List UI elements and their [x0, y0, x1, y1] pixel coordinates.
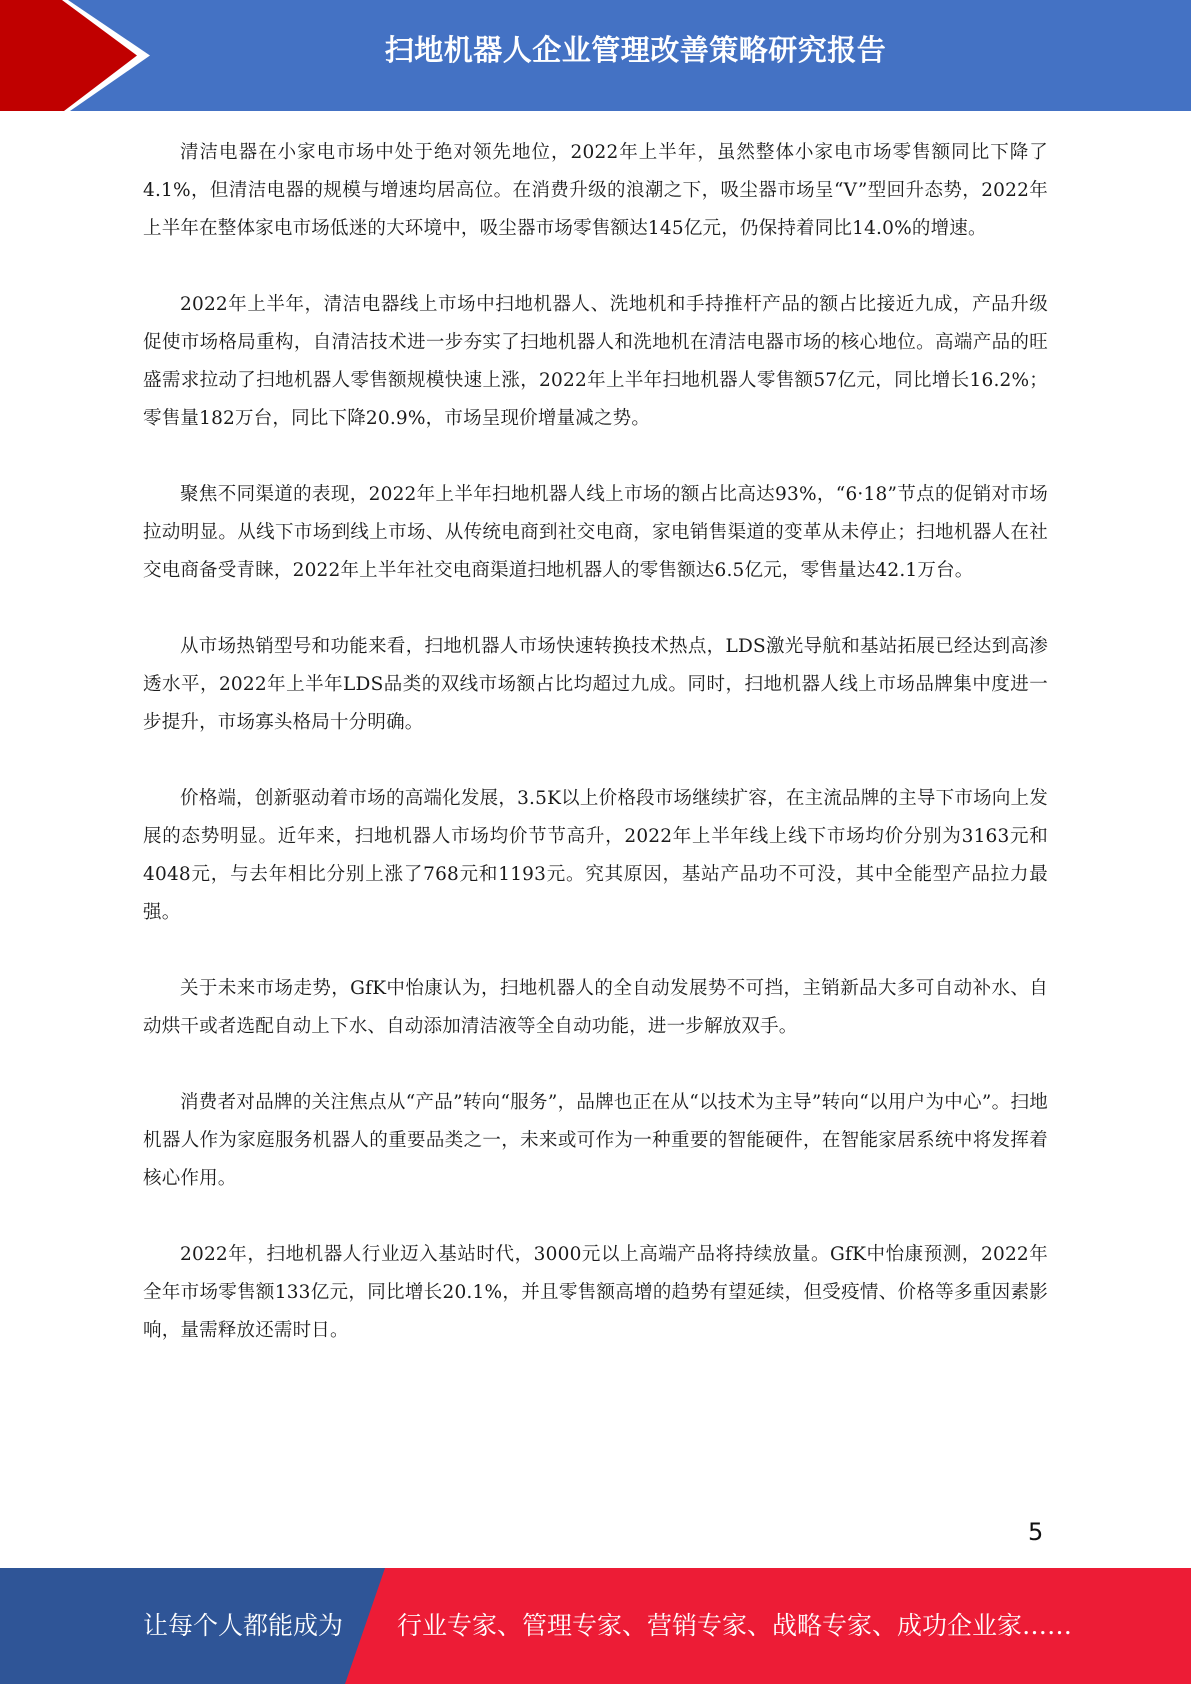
footer-slogan-right: 行业专家、管理专家、营销专家、战略专家、成功企业家…… [397, 1611, 1073, 1640]
paragraph-future-trend: 关于未来市场走势，GfK中怡康认为，扫地机器人的全自动发展势不可挡，主销新品大多可自动补水、自动烘干或者选配自动上下水、自动添加清洁液等全自动功能，进一步解放双手。 [143, 978, 1048, 1037]
paragraph-cleaning-appliances: 清洁电器在小家电市场中处于绝对领先地位，2022年上半年，虽然整体小家电市场零售额同比下降了4.1%，但清洁电器的规模与增速均居高位。在消费升级的浪潮之下，吸尘器市场呈“V”型回升态势，2022年上半年在整体家电市场低迷的大环境中，吸尘器市场零售额达145亿元，仍保持着同比14.0%的增速。 [143, 142, 1048, 239]
page-header [0, 0, 1191, 111]
paragraph-brand-focus: 消费者对品牌的关注焦点从“产品”转向“服务”，品牌也正在从“以技术为主导”转向“以用户为中心”。扫地机器人作为家庭服务机器人的重要品类之一，未来或可作为一种重要的智能硬件，在智能家居系统中将发挥着核心作用。 [143, 1092, 1048, 1189]
page-number: 5 [1028, 1518, 1044, 1546]
paragraph-hot-models: 从市场热销型号和功能来看，扫地机器人市场快速转换技术热点，LDS激光导航和基站拓展已经达到高渗透水平，2022年上半年LDS品类的双线市场额占比均超过九成。同时，扫地机器人线上市场品牌集中度进一步提升，市场寡头格局十分明确。 [143, 636, 1048, 733]
document-body [143, 134, 1048, 1388]
paragraph-channels: 聚焦不同渠道的表现，2022年上半年扫地机器人线上市场的额占比高达93%，“6·18”节点的促销对市场拉动明显。从线下市场到线上市场、从传统电商到社交电商，家电销售渠道的变革从未停止；扫地机器人在社交电商备受青睐，2022年上半年社交电商渠道扫地机器人的零售额达6.5亿元，零售量达42.1万台。 [143, 484, 1048, 581]
report-title: 扫地机器人企业管理改善策略研究报告 [384, 33, 887, 67]
paragraph-pricing: 价格端，创新驱动着市场的高端化发展，3.5K以上价格段市场继续扩容，在主流品牌的主导下市场向上发展的态势明显。近年来，扫地机器人市场均价节节高升，2022年上半年线上线下市场均价分别为3163元和4048元，与去年相比分别上涨了768元和1193元。究其原因，基站产品功不可没，其中全能型产品拉力最强。 [143, 788, 1048, 923]
paragraph-online-market: 2022年上半年，清洁电器线上市场中扫地机器人、洗地机和手持推杆产品的额占比接近九成，产品升级促使市场格局重构，自清洁技术进一步夯实了扫地机器人和洗地机在清洁电器市场的核心地位。高端产品的旺盛需求拉动了扫地机器人零售额规模快速上涨，2022年上半年扫地机器人零售额57亿元，同比增长16.2%；零售量182万台，同比下降20.9%，市场呈现价增量减之势。 [143, 294, 1048, 429]
page-footer [0, 1568, 1191, 1684]
footer-slogan-left: 让每个人都能成为 [143, 1611, 344, 1640]
paragraph-forecast: 2022年，扫地机器人行业迈入基站时代，3000元以上高端产品将持续放量。GfK中怡康预测，2022年全年市场零售额133亿元，同比增长20.1%，并且零售额高增的趋势有望延续，但受疫情、价格等多重因素影响，量需释放还需时日。 [143, 1244, 1048, 1341]
